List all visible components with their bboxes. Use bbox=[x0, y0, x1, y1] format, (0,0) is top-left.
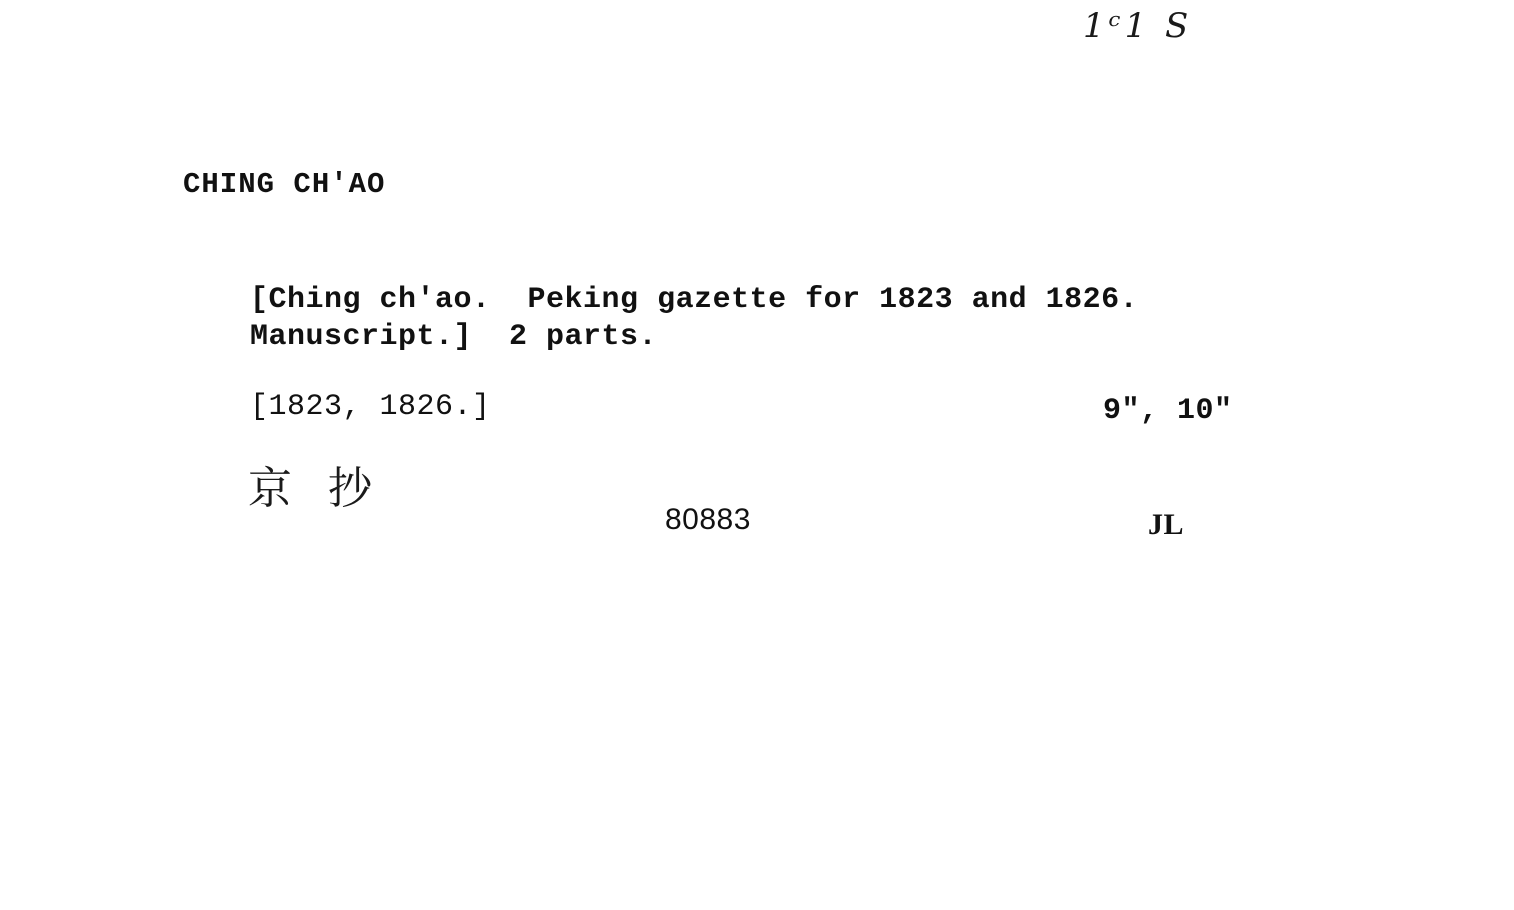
item-size: 9", 10" bbox=[1103, 394, 1233, 428]
handwritten-page-mark: 1ᶜ1 S bbox=[1083, 6, 1193, 46]
title-line-1: [Ching ch'ao. Peking gazette for 1823 and 1826. bbox=[250, 283, 1139, 317]
cataloger-initials: JL bbox=[1148, 508, 1185, 541]
accession-number: 80883 bbox=[665, 503, 751, 536]
card-heading: CHING CH'AO bbox=[183, 168, 386, 201]
chinese-title: 京抄 bbox=[248, 463, 408, 514]
title-line-2: Manuscript.] 2 parts. bbox=[250, 320, 658, 354]
publication-dates: [1823, 1826.] bbox=[250, 390, 491, 424]
